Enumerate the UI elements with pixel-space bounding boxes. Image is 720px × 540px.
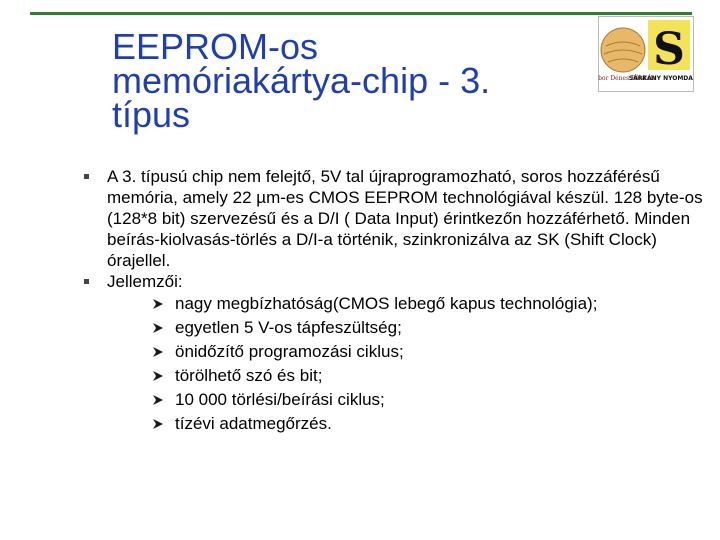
svg-text:S: S — [653, 24, 685, 75]
sub-bullet-item — [152, 412, 704, 436]
bullet-text: Jellemzői: — [107, 272, 183, 291]
logo-left-text: bor Dénes Főiskola — [598, 75, 657, 82]
sub-bullet-item — [152, 340, 704, 364]
arrow-bullet-icon — [152, 418, 164, 430]
sub-bullet-item — [152, 388, 704, 412]
bullet-text: A 3. típusú chip nem felejtő, 5V tal újraprogramozható, soros hozzáférésű memória, amely 22 µm-es CMOS EEPROM technológiával készül. 128 byte-os (128*8 bit) szervezésű és a D/I ( Data Input) érintkezőn hozzáférhető. Minden beírás-kiolvasás-törlés a D/I-a történik, szinkronizálva az SK (Shift Clock) órajellel. — [107, 167, 703, 270]
sub-bullet-item — [152, 316, 704, 340]
header-rule — [30, 12, 692, 15]
arrow-bullet-icon — [152, 346, 164, 358]
sub-bullet-text: tízévi adatmegőrzés. — [175, 414, 332, 433]
bullet-item-1 — [84, 166, 704, 271]
sub-bullet-text: törölhető szó és bit; — [175, 366, 323, 385]
square-bullet-icon — [84, 174, 89, 179]
sub-bullet-text: nagy megbízhatóság(CMOS lebegő kapus technológia); — [175, 294, 598, 313]
logo-right-text: SÁRKÁNY NYOMDA — [628, 75, 693, 82]
sub-bullet-text: egyetlen 5 V-os tápfeszültség; — [175, 318, 402, 337]
arrow-bullet-icon — [152, 394, 164, 406]
sub-bullet-list — [107, 292, 704, 436]
logo-graphic — [598, 16, 694, 92]
sub-bullet-text: 10 000 törlési/beírási ciklus; — [175, 390, 385, 409]
title-line-2: memóriakártya-chip - 3. — [112, 60, 491, 101]
bullet-item-2 — [84, 271, 704, 436]
square-bullet-icon — [84, 279, 89, 284]
bullet-list — [84, 166, 704, 436]
logo — [598, 16, 694, 92]
sub-bullet-text: önidőzítő programozási ciklus; — [175, 342, 404, 361]
arrow-bullet-icon — [152, 298, 164, 310]
slide-title — [112, 26, 582, 135]
title-line-3: típus — [112, 94, 191, 135]
arrow-bullet-icon — [152, 322, 164, 334]
sub-bullet-item — [152, 292, 704, 316]
title-line-1: EEPROM-os — [112, 26, 319, 67]
arrow-bullet-icon — [152, 370, 164, 382]
sub-bullet-item — [152, 364, 704, 388]
